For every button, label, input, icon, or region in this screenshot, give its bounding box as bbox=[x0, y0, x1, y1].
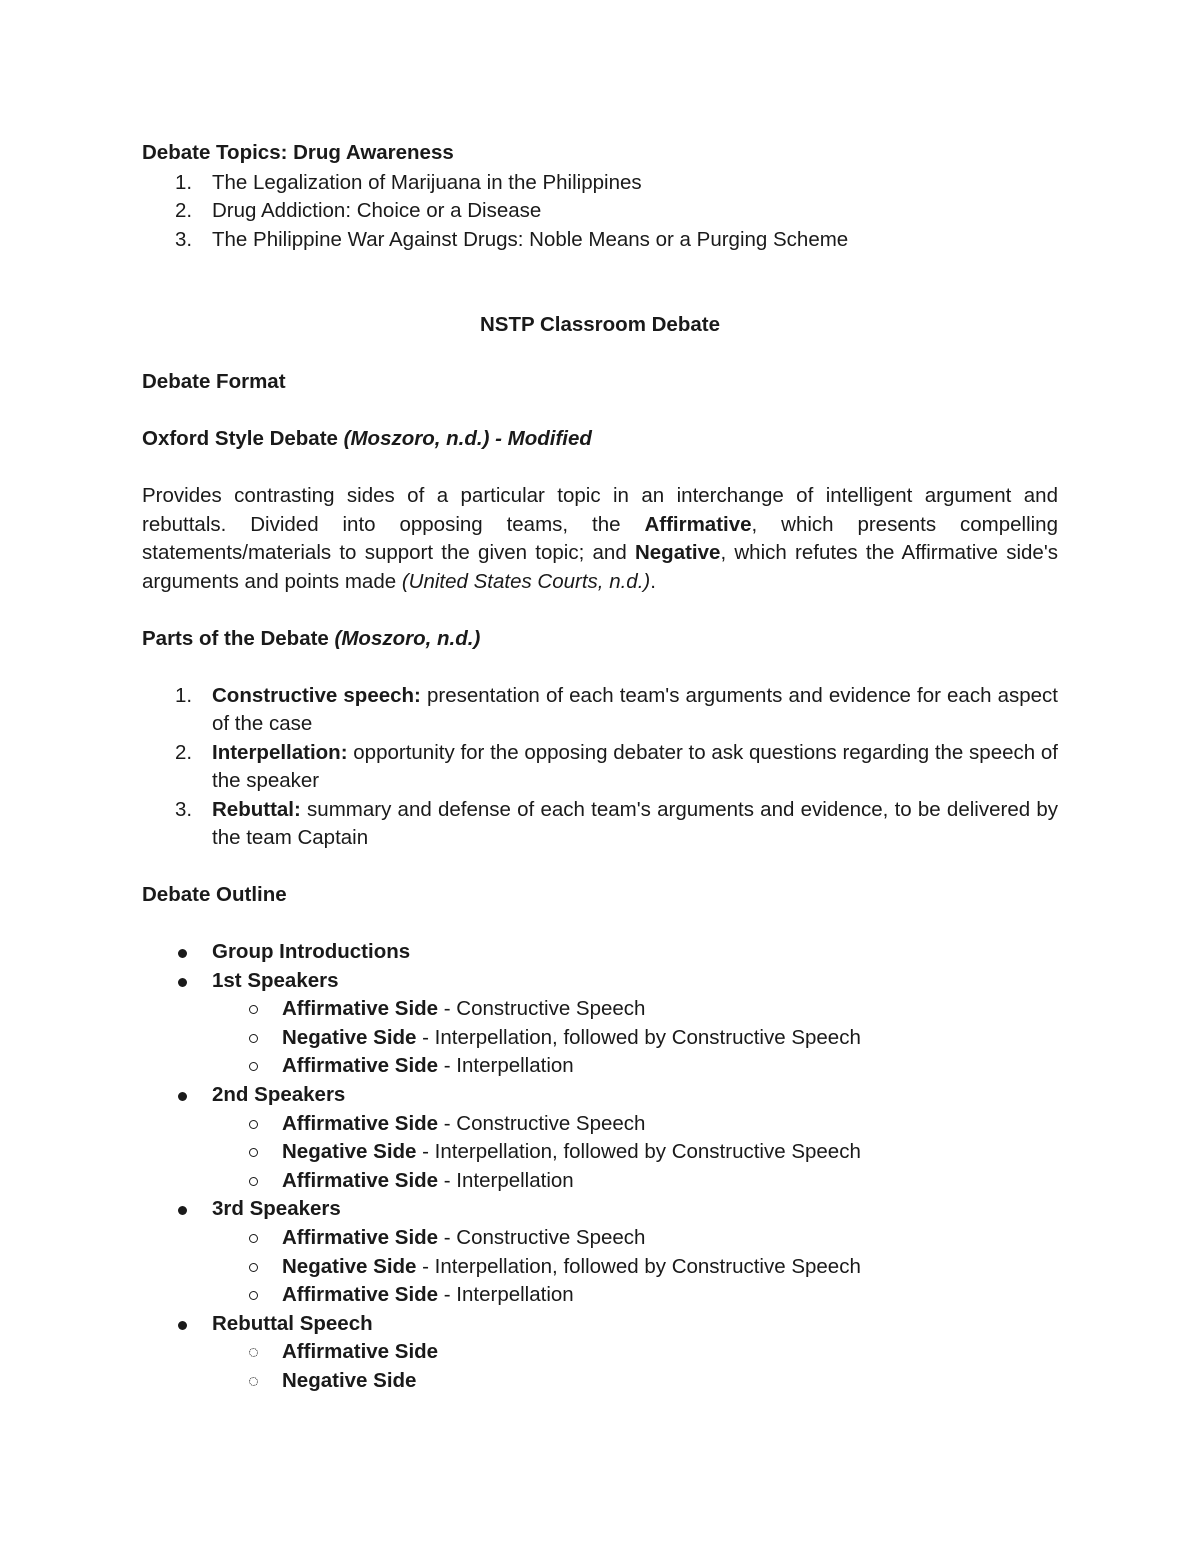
term: Constructive speech: bbox=[212, 683, 421, 707]
circle-bullet-icon bbox=[249, 1291, 258, 1300]
list-number: 3. bbox=[175, 227, 193, 251]
list-item-text: The Legalization of Marijuana in the Philippines bbox=[212, 170, 642, 194]
topics-heading: Debate Topics: Drug Awareness bbox=[142, 141, 454, 164]
sub-list-item: Affirmative Side - Constructive Speech bbox=[142, 1224, 1058, 1253]
outline-heading: Debate Outline bbox=[142, 883, 287, 906]
list-item bbox=[142, 739, 1058, 796]
style-heading: Oxford Style Debate (Moszoro, n.d.) - Modified bbox=[142, 427, 592, 450]
list-item bbox=[142, 796, 1058, 853]
bullet-icon bbox=[178, 1092, 187, 1101]
list-item bbox=[142, 197, 1058, 226]
term-description: opportunity for the opposing debater to ask questions regarding the speech of the speaker bbox=[212, 740, 1058, 792]
parts-heading: Parts of the Debate (Moszoro, n.d.) bbox=[142, 626, 481, 650]
format-paragraph: Provides contrasting sides of a particular topic in an interchange of intelligent argument and rebuttals. Divided into opposing teams, the Affirmative, which presents compelling statements/materials to support the given topic; and Negative, which refutes the Affirmative side's arguments and points made (United States Courts, n.d.). bbox=[142, 484, 1058, 593]
page-title: NSTP Classroom Debate bbox=[479, 313, 720, 336]
dotted-circle-bullet-icon bbox=[249, 1348, 258, 1357]
topics-list bbox=[142, 169, 1058, 255]
circle-bullet-icon bbox=[249, 1177, 258, 1186]
sub-list-item: Affirmative Side bbox=[142, 1338, 1058, 1367]
dotted-circle-bullet-icon bbox=[249, 1377, 258, 1386]
sub-list-item: Negative Side - Interpellation, followed by Constructive Speech bbox=[142, 1138, 1058, 1167]
term: Interpellation: bbox=[212, 740, 348, 764]
circle-bullet-icon bbox=[249, 1034, 258, 1043]
list-item-text: The Philippine War Against Drugs: Noble Means or a Purging Scheme bbox=[212, 227, 849, 251]
list-item: Rebuttal Speech bbox=[142, 1310, 1058, 1339]
term-description: summary and defense of each team's arguments and evidence, to be delivered by the team Captain bbox=[212, 797, 1058, 849]
bullet-icon bbox=[178, 1321, 187, 1330]
term: Rebuttal: bbox=[212, 797, 301, 821]
sub-list-item: Negative Side bbox=[142, 1367, 1058, 1396]
sub-list-item: Negative Side - Interpellation, followed by Constructive Speech bbox=[142, 1253, 1058, 1282]
sub-list-item: Affirmative Side - Constructive Speech bbox=[142, 1110, 1058, 1139]
bullet-icon bbox=[178, 978, 187, 987]
list-item: 2nd Speakers bbox=[142, 1081, 1058, 1110]
sub-list-item: Affirmative Side - Interpellation bbox=[142, 1167, 1058, 1196]
bullet-icon bbox=[178, 1206, 187, 1215]
bullet-icon bbox=[178, 949, 187, 958]
sub-list-item: Negative Side - Interpellation, followed by Constructive Speech bbox=[142, 1024, 1058, 1053]
circle-bullet-icon bbox=[249, 1005, 258, 1014]
list-number: 1. bbox=[175, 170, 193, 194]
circle-bullet-icon bbox=[249, 1148, 258, 1157]
list-number: 2. bbox=[175, 740, 193, 764]
term-description: presentation of each team's arguments and evidence for each aspect of the case bbox=[212, 683, 1058, 735]
list-item: 1st Speakers bbox=[142, 967, 1058, 996]
circle-bullet-icon bbox=[249, 1263, 258, 1272]
sub-list-item: Affirmative Side - Interpellation bbox=[142, 1281, 1058, 1310]
list-item-text: Drug Addiction: Choice or a Disease bbox=[212, 199, 542, 222]
sub-list-item: Affirmative Side - Interpellation bbox=[142, 1052, 1058, 1081]
format-heading: Debate Format bbox=[142, 370, 286, 393]
parts-list bbox=[142, 682, 1058, 853]
circle-bullet-icon bbox=[249, 1062, 258, 1071]
sub-list-item: Affirmative Side - Constructive Speech bbox=[142, 995, 1058, 1024]
list-number: 3. bbox=[175, 797, 193, 821]
list-item bbox=[142, 226, 1058, 255]
list-item: 3rd Speakers bbox=[142, 1195, 1058, 1224]
outline-list bbox=[142, 938, 1058, 1396]
list-item: Group Introductions bbox=[142, 938, 1058, 967]
list-number: 2. bbox=[175, 199, 193, 222]
circle-bullet-icon bbox=[249, 1120, 258, 1129]
list-item bbox=[142, 682, 1058, 739]
circle-bullet-icon bbox=[249, 1234, 258, 1243]
document-page bbox=[142, 139, 1058, 1396]
list-number: 1. bbox=[175, 683, 193, 707]
list-item bbox=[142, 169, 1058, 198]
